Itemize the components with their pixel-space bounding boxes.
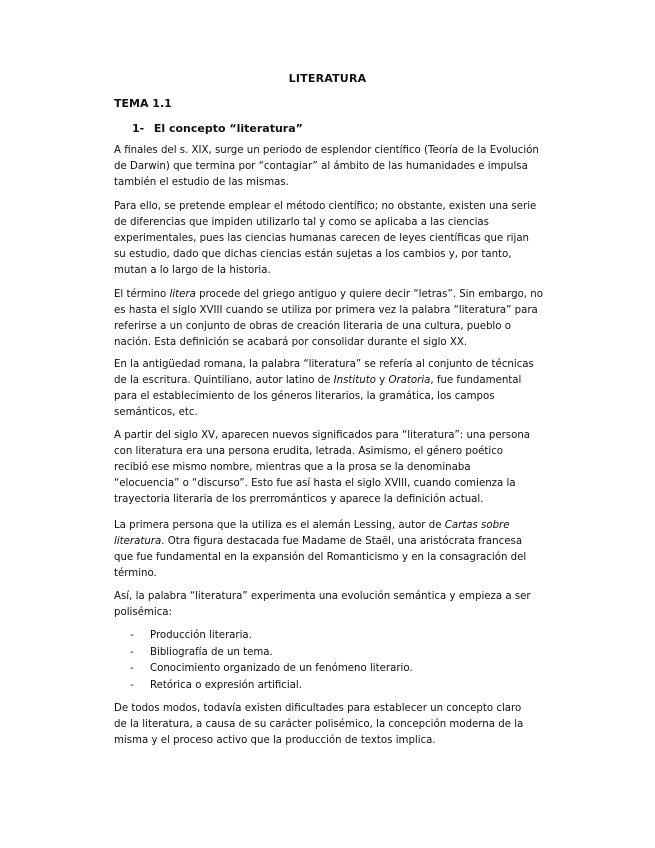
text-run: y bbox=[375, 375, 389, 386]
paragraph-line: que fue fundamental en la expansión del Romanticismo y en la consagración del bbox=[114, 552, 527, 563]
list-item bbox=[130, 678, 413, 695]
list-marker: - bbox=[130, 679, 134, 691]
list-item-text: Producción literaria. bbox=[150, 630, 252, 641]
paragraph-line: mutan a lo largo de la historia. bbox=[114, 265, 271, 276]
list-item bbox=[130, 628, 413, 645]
text-run: , fue fundamental bbox=[430, 375, 522, 386]
paragraph-3 bbox=[114, 287, 544, 351]
paragraph-line: “elocuencia” o “discurso”. Esto fue así hasta el siglo XVIII, cuando comienza la bbox=[114, 478, 516, 489]
paragraph-line bbox=[114, 373, 544, 389]
paragraph-line: De todos modos, todavía existen dificultades para establecer un concepto claro bbox=[114, 703, 522, 714]
topic-heading: TEMA 1.1 bbox=[114, 97, 172, 110]
list-marker: - bbox=[130, 663, 134, 674]
list-marker: - bbox=[130, 646, 134, 658]
italic-work-title: Cartas sobre bbox=[444, 520, 510, 531]
paragraph-2 bbox=[114, 199, 544, 279]
paragraph-line bbox=[114, 287, 544, 303]
paragraph-line: con literatura era una persona erudita, letrada. Asimismo, el género poético bbox=[114, 446, 504, 457]
paragraph-7 bbox=[114, 589, 544, 621]
list-item-text: Bibliografía de un tema. bbox=[150, 646, 273, 658]
paragraph-6 bbox=[114, 518, 544, 582]
text-run: procede del griego antiguo y quiere decir “letras”. Sin embargo, no bbox=[195, 289, 543, 300]
paragraph-line: nación. Esta definición se acabará por consolidar durante el siglo XX. bbox=[114, 337, 468, 348]
text-run: de la escritura. Quintiliano, autor latino de bbox=[114, 375, 334, 386]
paragraph-line: recibió ese mismo nombre, mientras que a la prosa se la denominaba bbox=[114, 462, 471, 473]
document-title: LITERATURA bbox=[288, 72, 367, 85]
paragraph-line: En la antigüedad romana, la palabra “literatura” se refería al conjunto de técnicas bbox=[114, 359, 534, 370]
list-item-text: Conocimiento organizado de un fenómeno literario. bbox=[150, 663, 413, 674]
paragraph-4 bbox=[114, 357, 544, 421]
paragraph-line bbox=[114, 534, 544, 550]
text-run: La primera persona que la utiliza es el alemán Lessing, autor de bbox=[114, 520, 445, 531]
paragraph-line: su estudio, dado que dichas ciencias están sujetas a los cambios y, por tanto, bbox=[114, 249, 512, 260]
paragraph-line: Para ello, se pretende emplear el método científico; no obstante, existen una serie bbox=[114, 201, 537, 212]
paragraph-line: referirse a un conjunto de obras de creación literaria de una cultura, pueblo o bbox=[114, 321, 511, 332]
paragraph-1 bbox=[114, 143, 544, 191]
paragraph-line: también el estudio de las mismas. bbox=[114, 177, 289, 188]
paragraph-line: A partir del siglo XV, aparecen nuevos significados para “literatura”: una persona bbox=[114, 430, 531, 441]
text-run: . Otra figura destacada fue Madame de Staël, una aristócrata francesa bbox=[161, 536, 523, 547]
list-marker: - bbox=[130, 630, 134, 641]
paragraph-8 bbox=[114, 701, 544, 749]
italic-term: litera bbox=[169, 289, 196, 300]
list-item bbox=[130, 661, 413, 678]
section-number: 1- bbox=[132, 122, 145, 135]
italic-work-title: literatura bbox=[114, 536, 162, 547]
text-run: El término bbox=[114, 289, 170, 300]
paragraph-line: experimentales, pues las ciencias humanas carecen de leyes científicas que rijan bbox=[114, 233, 530, 244]
section-title: El concepto “literatura” bbox=[153, 122, 303, 135]
paragraph-line: de Darwin) que termina por “contagiar” al ámbito de las humanidades e impulsa bbox=[114, 161, 528, 172]
paragraph-line: trayectoria literaria de los prerrománticos y aparece la definición actual. bbox=[114, 494, 484, 505]
section-heading bbox=[132, 122, 303, 135]
list-item-text: Retórica o expresión artificial. bbox=[150, 679, 302, 691]
italic-work-title: Oratoria bbox=[388, 375, 431, 386]
list-item bbox=[130, 645, 413, 662]
paragraph-line: semánticos, etc. bbox=[114, 407, 198, 418]
paragraph-line: para el establecimiento de los géneros literarios, la gramática, los campos bbox=[114, 391, 495, 402]
paragraph-line: término. bbox=[114, 568, 157, 579]
paragraph-line: A finales del s. XIX, surge un periodo de esplendor científico (Teoría de la Evolución bbox=[114, 145, 539, 156]
paragraph-line: es hasta el siglo XVIII cuando se utiliza por primera vez la palabra “literatura” para bbox=[114, 305, 538, 316]
paragraph-line bbox=[114, 518, 544, 534]
paragraph-5 bbox=[114, 428, 544, 508]
meanings-list bbox=[130, 628, 413, 694]
paragraph-line: Así, la palabra “literatura” experimenta una evolución semántica y empieza a ser bbox=[114, 591, 531, 602]
paragraph-line: polisémica: bbox=[114, 607, 172, 618]
paragraph-line: misma y el proceso activo que la producción de textos implica. bbox=[114, 735, 436, 746]
paragraph-line: de la literatura, a causa de su carácter polisémico, la concepción moderna de la bbox=[114, 719, 524, 730]
italic-work-title: Instituto bbox=[333, 375, 376, 386]
paragraph-line: de diferencias que impiden utilizarlo tal y como se aplicaba a las ciencias bbox=[114, 217, 489, 228]
